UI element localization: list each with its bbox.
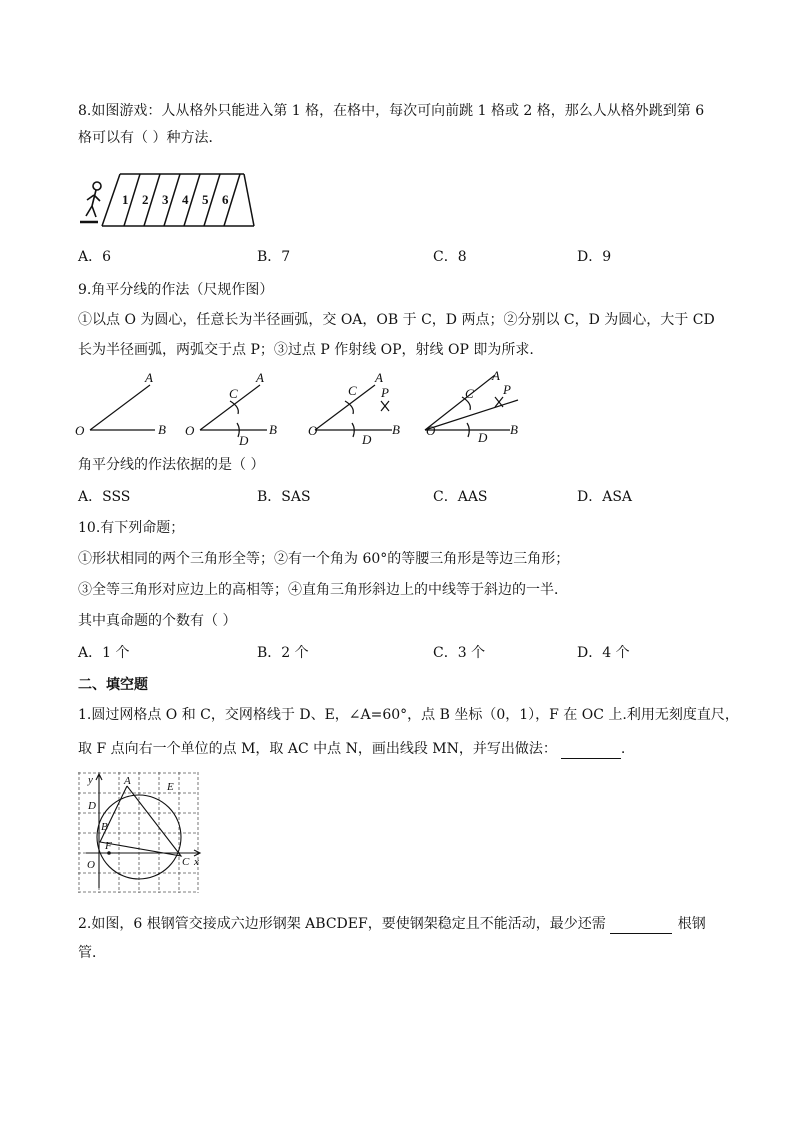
label-p-3: P (381, 385, 389, 400)
q9-option-b: B．SAS (257, 489, 311, 505)
q8-figure (78, 170, 258, 232)
q10-title: 10.有下列命题； (78, 520, 185, 536)
label-a: A (124, 775, 131, 787)
answer-blank-2[interactable] (610, 913, 672, 934)
label-c-4: C (465, 386, 474, 401)
label-o: O (87, 859, 95, 871)
q8-line2: 格可以有（ ）种方法． (78, 130, 223, 146)
fill1-figure (78, 772, 202, 894)
label-c: C (182, 856, 190, 868)
label-d: D (88, 800, 96, 812)
q8-option-d: D．9 (577, 249, 612, 265)
label-y: y (88, 774, 93, 786)
label-f: F (105, 840, 112, 852)
label-o-2: O (185, 423, 195, 438)
label-d-4: D (478, 430, 488, 445)
q8-option-b: B．7 (257, 249, 291, 265)
grid-cell-2: 2 (142, 192, 149, 207)
q8-line1: 8.如图游戏：人从格外只能进入第 1 格，在格中，每次可向前跳 1 格或 2 格，那么人从格外跳到第 6 (78, 103, 705, 119)
label-c-3: C (348, 383, 357, 398)
grid-cell-5: 5 (202, 192, 209, 207)
fill2-line1-text: 2.如图，6 根钢管交接成六边形钢架 ABCDEF，要使钢架稳定且不能活动，最少还需 (78, 916, 606, 932)
q10-line2: ③全等三角形对应边上的高相等；④直角三角形斜边上的中线等于斜边的一半． (78, 582, 568, 598)
q9-option-a: A．SSS (78, 489, 131, 505)
label-e: E (167, 781, 174, 793)
q8-option-a: A．6 (78, 249, 112, 265)
label-p-4: P (503, 382, 511, 397)
label-d-3: D (362, 432, 372, 447)
q10-line1: ①形状相同的两个三角形全等；②有一个角为 60°的等腰三角形是等边三角形； (78, 551, 570, 567)
q10-option-d: D．4 个 (577, 645, 630, 661)
q10-option-c: C．3 个 (433, 645, 486, 661)
label-b: B (101, 821, 108, 833)
grid-cell-1: 1 (122, 192, 129, 207)
q9-question: 角平分线的作法依据的是（ ） (78, 457, 265, 473)
label-b-4: B (510, 422, 518, 437)
fill2-line1 (78, 913, 706, 934)
grid-cell-6: 6 (222, 192, 229, 207)
q9-title: 9.角平分线的作法（尺规作图） (78, 282, 274, 298)
jumping-person-icon (80, 182, 101, 222)
label-b-3: B (392, 422, 400, 437)
fill2-line2: 管． (78, 945, 106, 961)
label-b-1: B (158, 422, 166, 437)
label-o-3: O (308, 423, 318, 438)
q9-figure (70, 365, 530, 450)
label-x: x (194, 856, 199, 868)
label-c-2: C (229, 386, 238, 401)
fill1-line2-end: . (620, 741, 626, 757)
grid-cell-4: 4 (182, 192, 189, 207)
label-o-4: O (426, 423, 436, 438)
q9-option-c: C．AAS (433, 489, 488, 505)
label-b-2: B (269, 422, 277, 437)
fill1-line2 (78, 738, 625, 759)
label-o-1: O (75, 423, 85, 438)
label-a-3: A (375, 370, 383, 385)
fill1-line2-text: 取 F 点向右一个单位的点 M，取 AC 中点 N，画出线段 MN，并写出做法： (78, 741, 557, 757)
q9-step1: ①以点 O 为圆心，任意长为半径画弧，交 OA，OB 于 C，D 两点；②分别以 C，D 为圆心，大于 CD (78, 312, 715, 328)
label-a-1: A (145, 370, 153, 385)
section-heading: 二、填空题 (78, 677, 148, 693)
label-a-2: A (256, 370, 264, 385)
q10-option-a: A．1 个 (78, 645, 130, 661)
answer-blank-1[interactable] (561, 738, 621, 759)
grid-cell-3: 3 (162, 192, 169, 207)
q10-question: 其中真命题的个数有（ ） (78, 613, 237, 629)
label-d-2: D (239, 433, 249, 448)
q8-option-c: C．8 (433, 249, 467, 265)
q9-step2: 长为半径画弧，两弧交于点 P；③过点 P 作射线 OP，射线 OP 即为所求. (78, 342, 534, 358)
q10-option-b: B．2 个 (257, 645, 309, 661)
label-a-4: A (492, 368, 500, 383)
fill1-line1: 1.圆过网格点 O 和 C，交网格线于 D、E，∠A=60°，点 B 坐标（0，1），F 在 OC 上.利用无刻度直尺， (78, 707, 739, 723)
fill2-line1-tail: 根钢 (677, 916, 706, 932)
q9-option-d: D．ASA (577, 489, 633, 505)
